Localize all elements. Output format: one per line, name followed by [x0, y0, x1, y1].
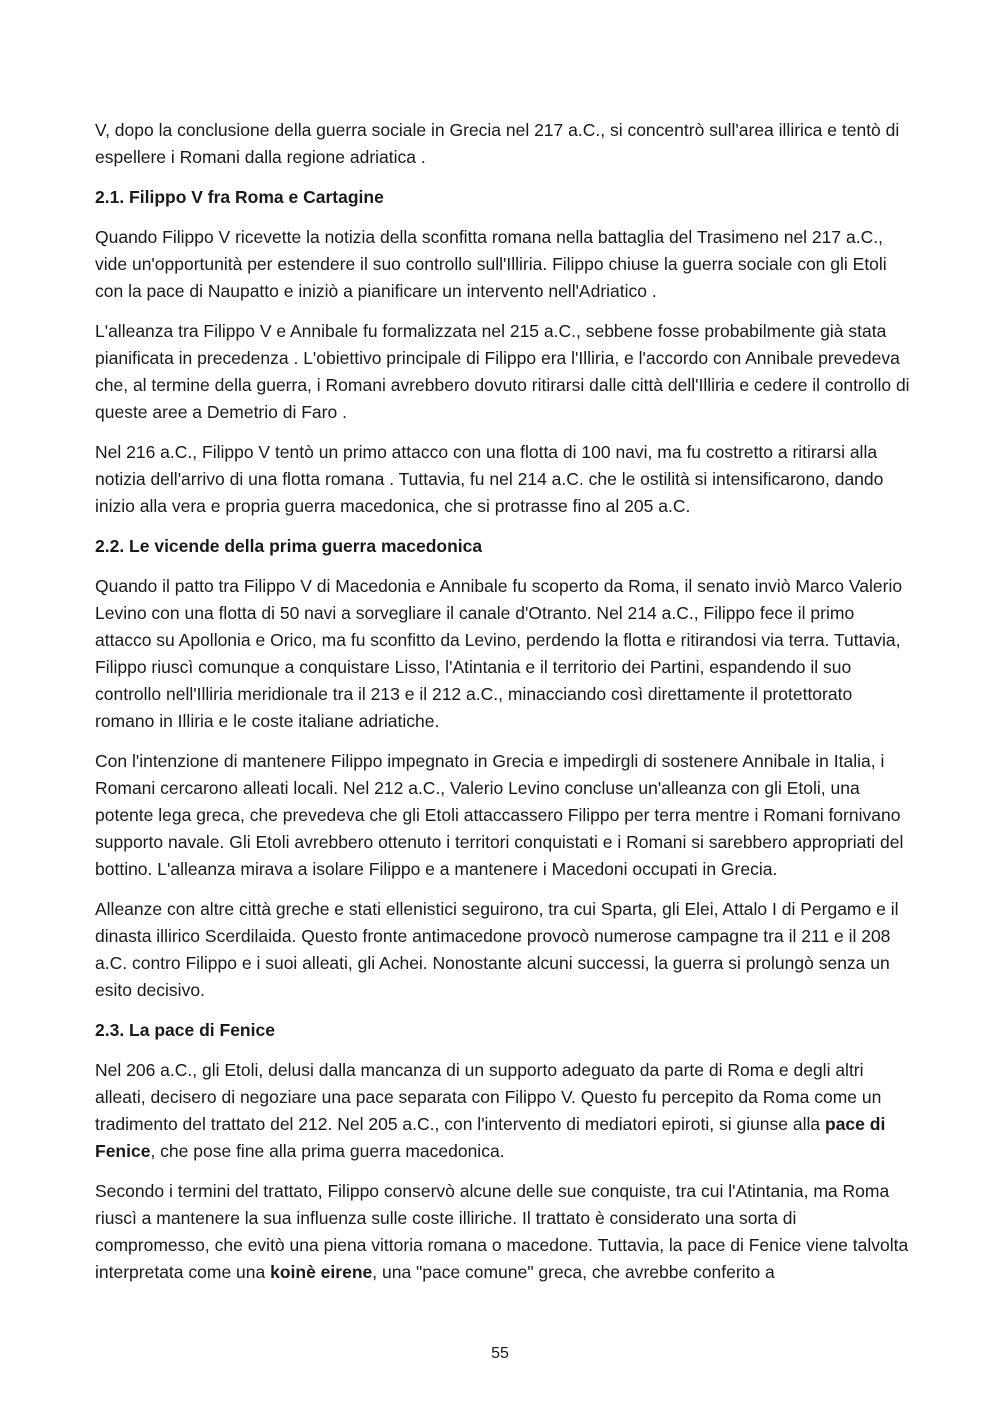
paragraph: Quando il patto tra Filippo V di Macedonia e Annibale fu scoperto da Roma, il senato inviò Marco Valerio Levino con una flotta di 50 navi a sorvegliare il canale d'Otranto. Nel 214 a.C., Filippo fece il primo attacco su Apollonia e Orico, ma fu sconfitto da Levino, perdendo la flotta e ritirandosi via terra. Tuttavia, Filippo riuscì comunque a conquistare Lisso, l'Atintania e il territorio dei Partini, espandendo il suo controllo nell'Illiria meridionale tra il 213 e il 212 a.C., minacciando così direttamente il protettorato romano in Illiria e le coste italiane adriatiche. [95, 576, 903, 731]
section-heading: 2.1. Filippo V fra Roma e Cartagine [95, 187, 384, 207]
paragraph-text: , una "pace comune" greca, che avrebbe conferito a [372, 1262, 775, 1282]
paragraph-text: Secondo i termini del trattato, Filippo conservò alcune delle sue conquiste, tra cui l'Atintania, ma Roma riuscì a mantenere la sua influenza sulle coste illiriche. Il trattato è considerato una sorta di compromesso, che evitò una piena vittoria romana o macedone. Tuttavia, la pace di Fenice viene talvolta interpretata come una [95, 1181, 909, 1282]
page-number: 55 [491, 1345, 509, 1362]
paragraph: Quando Filippo V ricevette la notizia della sconfitta romana nella battaglia del Trasimeno nel 217 a.C., vide un'opportunità per estendere il suo controllo sull'Illiria. Filippo chiuse la guerra sociale con gli Etoli con la pace di Naupatto e iniziò a pianificare un intervento nell'Adriatico . [95, 227, 887, 301]
paragraph-text: , che pose fine alla prima guerra macedonica. [150, 1141, 505, 1161]
document-page [95, 117, 910, 1299]
paragraph: Con l'intenzione di mantenere Filippo impegnato in Grecia e impedirgli di sostenere Annibale in Italia, i Romani cercarono alleati locali. Nel 212 a.C., Valerio Levino concluse un'alleanza con gli Etoli, una potente lega greca, che prevedeva che gli Etoli attaccassero Filippo per terra mentre i Romani fornivano supporto navale. Gli Etoli avrebbero ottenuto i territori conquistati e i Romani si sarebbero appropriati del bottino. L'alleanza mirava a isolare Filippo e a mantenere i Macedoni occupati in Grecia. [95, 751, 904, 879]
paragraph-text: Nel 206 a.C., gli Etoli, delusi dalla mancanza di un supporto adeguato da parte di Roma e degli altri alleati, decisero di negoziare una pace separata con Filippo V. Questo fu percepito da Roma come un tradimento del trattato del 212. Nel 205 a.C., con l'intervento di mediatori epiroti, si giunse alla [95, 1060, 882, 1134]
section-heading: 2.3. La pace di Fenice [95, 1020, 275, 1040]
paragraph: Alleanze con altre città greche e stati ellenistici seguirono, tra cui Sparta, gli Elei, Attalo I di Pergamo e il dinasta illirico Scerdilaida. Questo fronte antimacedone provocò numerose campagne tra il 211 e il 208 a.C. contro Filippo e i suoi alleati, gli Achei. Nonostante alcuni successi, la guerra si prolungò senza un esito decisivo. [95, 899, 899, 1000]
paragraph: V, dopo la conclusione della guerra sociale in Grecia nel 217 a.C., si concentrò sull'area illirica e tentò di espellere i Romani dalla regione adriatica . [95, 120, 900, 167]
paragraph [95, 1178, 910, 1286]
bold-term: koinè eirene [270, 1262, 373, 1282]
paragraph: Nel 216 a.C., Filippo V tentò un primo attacco con una flotta di 100 navi, ma fu costretto a ritirarsi alla notizia dell'arrivo di una flotta romana . Tuttavia, fu nel 214 a.C. che le ostilità si intensificarono, dando inizio alla vera e propria guerra macedonica, che si protrasse fino al 205 a.C. [95, 442, 884, 516]
section-heading: 2.2. Le vicende della prima guerra macedonica [95, 536, 483, 556]
paragraph [95, 1057, 910, 1165]
paragraph: L'alleanza tra Filippo V e Annibale fu formalizzata nel 215 a.C., sebbene fosse probabilmente già stata pianificata in precedenza . L'obiettivo principale di Filippo era l'Illiria, e l'accordo con Annibale prevedeva che, al termine della guerra, i Romani avrebbero dovuto ritirarsi dalle città dell'Illiria e cedere il controllo di queste aree a Demetrio di Faro . [95, 321, 910, 422]
bold-term: pace di Fenice [95, 1114, 886, 1161]
